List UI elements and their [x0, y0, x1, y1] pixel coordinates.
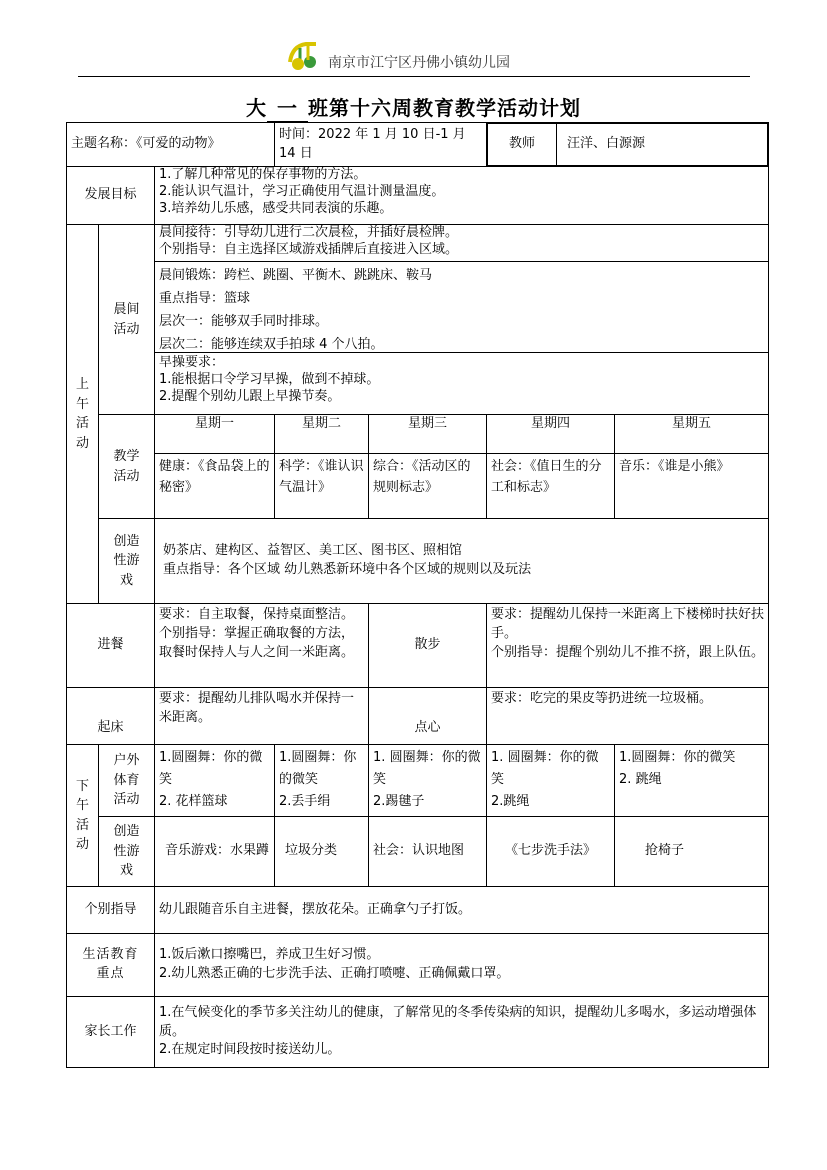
goal-item: 2.能认识气温计，学习正确使用气温计测量温度。 — [159, 183, 445, 199]
teacher-cell — [487, 123, 769, 167]
goal-item: 1.了解几种常见的保存事物的方法。 — [159, 167, 367, 182]
afternoon-game-2: 垃圾分类 — [275, 817, 369, 887]
afternoon-outdoor-row — [67, 745, 769, 817]
page-header — [78, 38, 750, 77]
lesson-cell: 音乐：《谁是小熊》 — [619, 459, 730, 474]
life-label: 生活教育重点 — [67, 934, 155, 997]
afternoon-game-1: 音乐游戏：水果蹲 — [155, 817, 275, 887]
goals-label: 发展目标 — [67, 167, 155, 225]
meal-label: 进餐 — [67, 604, 155, 688]
goals-content — [155, 167, 769, 225]
snack-content: 要求：吃完的果皮等扔进统一垃圾桶。 — [487, 688, 769, 745]
teacher-label: 教师 — [488, 124, 557, 166]
afternoon-creative-row — [67, 817, 769, 887]
goals-row — [67, 167, 769, 225]
walk-label: 散步 — [369, 604, 487, 688]
creative-game-content: 奶茶店、建构区、益智区、美工区、图书区、照相馆 重点指导：各个区域 幼儿熟悉新环境中各个区域的规则以及玩法 — [155, 519, 769, 604]
outdoor-item-4: 1. 圆圈舞：你的微笑 2.跳绳 — [487, 745, 615, 817]
drill-block: 早操要求： 1.能根据口令学习早操，做到不掉球。 2.提醒个别幼儿跟上早操节奏。 — [155, 352, 768, 408]
outdoor-item-3: 1. 圆圈舞：你的微笑 2.踢毽子 — [369, 745, 487, 817]
meal-row — [67, 604, 769, 688]
title-class-number: 一 — [267, 92, 308, 122]
life-content: 1.饭后漱口擦嘴巴，养成卫生好习惯。 2.幼儿熟悉正确的七步洗手法、正确打喷嚏、正确佩戴口罩。 — [155, 934, 769, 997]
individual-content: 幼儿跟随音乐自主进餐，摆放花朵。正确拿勺子打饭。 — [155, 887, 769, 934]
teaching-row — [67, 415, 769, 519]
teaching-day-1: 星期一 健康：《食品袋上的秘密》 — [155, 415, 275, 519]
goal-item: 3.培养幼儿乐感，感受共同表演的乐趣。 — [159, 200, 393, 216]
outdoor-label: 户外体育活动 — [99, 745, 155, 817]
teaching-day-2: 星期二 科学：《谁认识气温计》 — [275, 415, 369, 519]
parents-content: 1.在气候变化的季节多关注幼儿的健康，了解常见的冬季传染病的知识，提醒幼儿多喝水，多运动增强体质。 2.在规定时间段按时接送幼儿。 — [155, 997, 769, 1068]
individual-label: 个别指导 — [67, 887, 155, 934]
wake-label: 起床 — [67, 688, 155, 745]
lesson-cell: 科学：《谁认识气温计》 — [279, 459, 364, 496]
weekly-plan-table — [66, 122, 769, 1068]
info-row — [67, 123, 769, 167]
kindergarten-logo-icon — [286, 38, 322, 72]
teaching-label: 教学活动 — [99, 415, 155, 519]
teacher-names: 汪洋、白源源 — [557, 124, 768, 166]
exercise-block: 晨间锻炼：跨栏、跳圈、平衡木、跳跳床、鞍马 重点指导：篮球 层次一：能够双手同时排球。 层次二：能够连续双手拍球 4 个八拍。 — [155, 261, 768, 352]
afternoon-section-label: 下午活动 — [67, 745, 99, 887]
morning-activity-content — [155, 225, 769, 415]
outdoor-item-2: 1.圆圈舞：你的微笑 2.丢手绢 — [275, 745, 369, 817]
parents-row — [67, 997, 769, 1068]
document-title — [0, 92, 827, 122]
time-label: 时间：2022 年 1 月 10 日-1 月 14 日 — [279, 126, 466, 161]
morning-activity-row — [67, 225, 769, 415]
afternoon-game-3: 社会：认识地图 — [369, 817, 487, 887]
creative-game-label: 创造性游戏 — [99, 519, 155, 604]
theme-label: 主题名称：《可爱的动物》 — [71, 136, 221, 152]
parents-label: 家长工作 — [67, 997, 155, 1068]
morning-activity-label: 晨间活动 — [99, 225, 155, 415]
title-prefix: 大 — [246, 96, 267, 120]
wake-content: 要求：提醒幼儿排队喝水并保持一米距离。 — [155, 688, 369, 745]
afternoon-creative-label: 创造性游戏 — [99, 817, 155, 887]
lesson-cell: 综合：《活动区的规则标志》 — [373, 459, 471, 496]
creative-game-row — [67, 519, 769, 604]
teaching-day-5: 星期五 音乐：《谁是小熊》 — [615, 415, 769, 519]
teaching-day-3: 星期三 综合：《活动区的规则标志》 — [369, 415, 487, 519]
meal-content: 要求：自主取餐，保持桌面整洁。 个别指导：掌握正确取餐的方法，取餐时保持人与人之间一米距离。 — [155, 604, 369, 688]
outdoor-item-1: 1.圆圈舞：你的微笑 2. 花样篮球 — [155, 745, 275, 817]
school-name: 南京市江宁区丹佛小镇幼儿园 — [328, 55, 510, 71]
snack-label: 点心 — [369, 688, 487, 745]
title-suffix: 班第十六周教育教学活动计划 — [308, 96, 581, 120]
morning-section-label — [67, 225, 99, 604]
life-row — [67, 934, 769, 997]
reception-block: 晨间接待：引导幼儿进行二次晨检，并插好晨检牌。 个别指导：自主选择区域游戏插牌后直接进入区域。 — [159, 225, 459, 257]
morning-label: 上午活动 — [76, 377, 90, 451]
outdoor-item-5: 1.圆圈舞：你的微笑 2. 跳绳 — [615, 745, 769, 817]
time-cell — [275, 123, 487, 167]
afternoon-game-4: 《七步洗手法》 — [487, 817, 615, 887]
walk-content: 要求：提醒幼儿保持一米距离上下楼梯时扶好扶手。 个别指导：提醒个别幼儿不推不挤，跟上队伍。 — [487, 604, 769, 688]
lesson-cell: 健康：《食品袋上的秘密》 — [159, 459, 270, 496]
teaching-day-4: 星期四 社会：《值日生的分工和标志》 — [487, 415, 615, 519]
wake-row — [67, 688, 769, 745]
individual-row — [67, 887, 769, 934]
theme-cell — [67, 123, 275, 167]
lesson-cell: 社会：《值日生的分工和标志》 — [491, 459, 602, 496]
afternoon-game-5: 抢椅子 — [615, 817, 769, 887]
